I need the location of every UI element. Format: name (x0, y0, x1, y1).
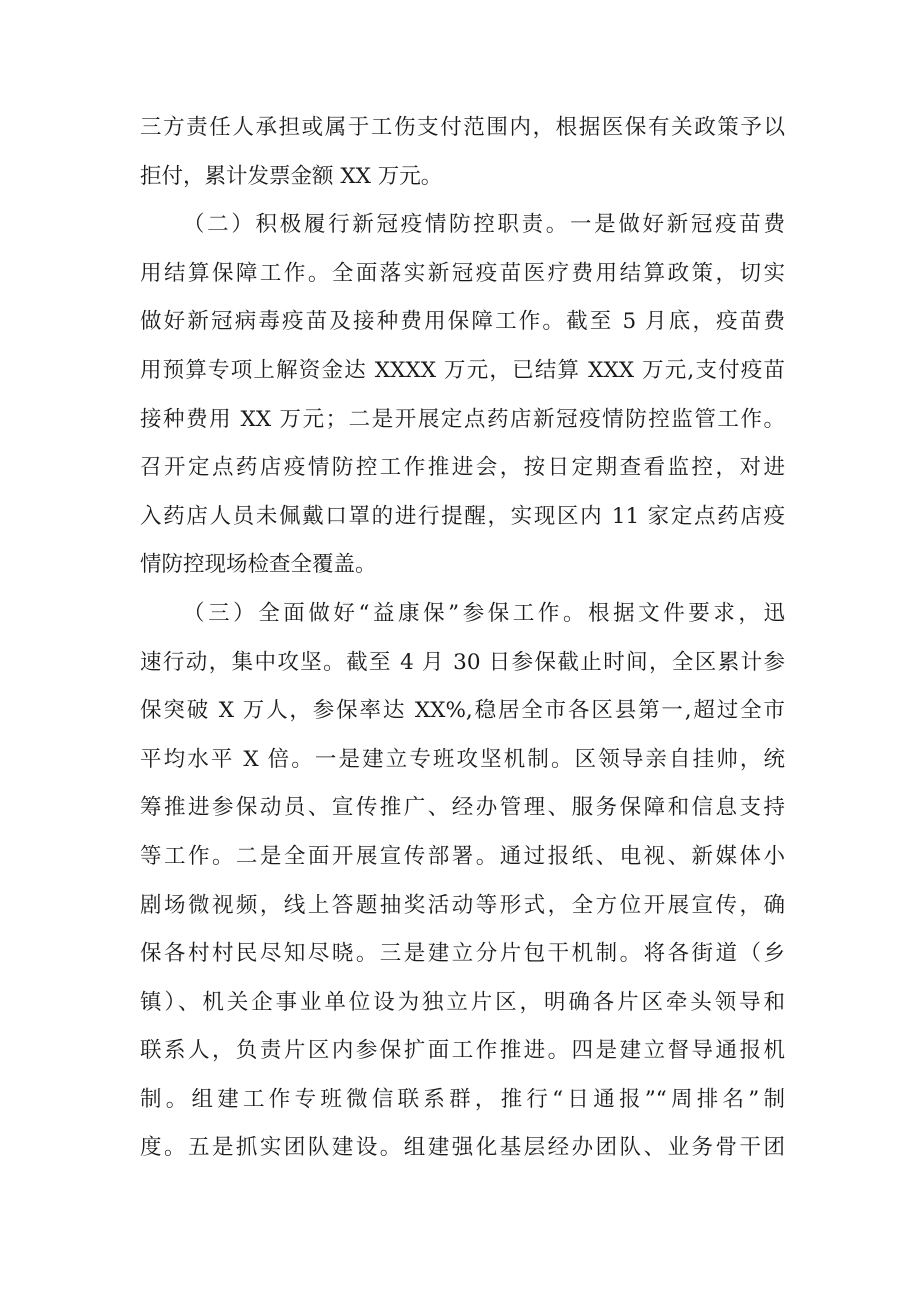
text-line: 情防控现场检查全覆盖。 (140, 552, 377, 578)
text-line: 镇）、机关企事业单位设为独立片区，明确各片区牵头领导和 (140, 989, 785, 1015)
text-line: 三方责任人承担或属于工伤支付范围内，根据医保有关政策予以 (140, 115, 785, 140)
text-line: 接种费用 XX 万元；二是开展定点药店新冠疫情防控监管工作。 (140, 406, 785, 432)
document-body (140, 104, 785, 1173)
text-line: 剧场微视频，线上答题抽奖活动等形式，全方位开展宣传，确 (140, 892, 785, 918)
text-line: （三）全面做好“益康保”参保工作。根据文件要求，迅 (183, 600, 785, 626)
text-line: 速行动，集中攻坚。截至 4 月 30 日参保截止时间，全区累计参 (140, 649, 785, 675)
text-line: 保各村村民尽知尽晓。三是建立分片包干机制。将各街道（乡 (140, 941, 785, 967)
text-line: （二）积极履行新冠疫情防控职责。一是做好新冠疫苗费 (183, 212, 785, 238)
text-line: 平均水平 X 倍。一是建立专班攻坚机制。区领导亲自挂帅，统 (140, 746, 785, 772)
text-line: 拒付，累计发票金额 XX 万元。 (140, 163, 443, 189)
text-line: 制。组建工作专班微信联系群，推行“日通报”“周排名”制 (140, 1086, 785, 1112)
text-line: 入药店人员未佩戴口罩的进行提醒，实现区内 11 家定点药店疫 (140, 503, 785, 529)
text-line: 召开定点药店疫情防控工作推进会，按日定期查看监控，对进 (140, 455, 785, 481)
text-line: 度。五是抓实团队建设。组建强化基层经办团队、业务骨干团 (140, 1135, 785, 1161)
text-line: 等工作。二是全面开展宣传部署。通过报纸、电视、新媒体小 (140, 843, 785, 869)
text-line: 筹推进参保动员、宣传推广、经办管理、服务保障和信息支持 (140, 795, 785, 821)
text-line: 用预算专项上解资金达 XXXX 万元，已结算 XXX 万元,支付疫苗 (140, 357, 785, 383)
text-line: 保突破 X 万人，参保率达 XX%,稳居全市各区县第一,超过全市 (140, 698, 785, 724)
text-line: 联系人，负责片区内参保扩面工作推进。四是建立督导通报机 (140, 1038, 785, 1064)
text-line: 用结算保障工作。全面落实新冠疫苗医疗费用结算政策，切实 (140, 260, 785, 286)
text-line: 做好新冠病毒疫苗及接种费用保障工作。截至 5 月底，疫苗费 (140, 309, 785, 335)
